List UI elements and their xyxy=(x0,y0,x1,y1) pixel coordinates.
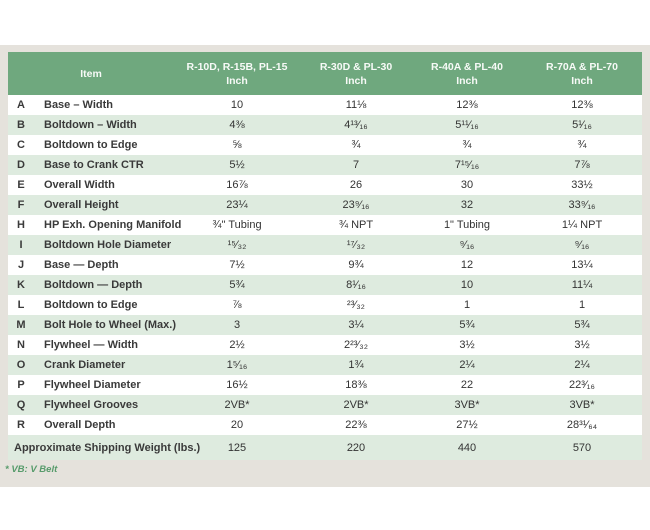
row-value: 11¼ xyxy=(571,279,593,291)
row-value: ¾" Tubing xyxy=(212,219,262,231)
row-value: 13¼ xyxy=(571,259,593,271)
table-row xyxy=(8,175,642,195)
row-value: 2VB* xyxy=(343,399,369,411)
row-item-label: Overall Depth xyxy=(44,419,116,431)
table-row xyxy=(8,395,642,415)
spec-table xyxy=(8,52,642,460)
row-value: 2²³⁄₃₂ xyxy=(343,339,369,351)
shipping-weight-value: 440 xyxy=(457,441,477,454)
header-col-r30d xyxy=(300,52,412,95)
row-letter: L xyxy=(17,299,25,311)
row-value: 7½ xyxy=(229,259,245,271)
row-value: 23¼ xyxy=(226,199,248,211)
header-item-label: Item xyxy=(8,52,174,95)
spec-panel xyxy=(0,45,650,487)
row-value: 12⅜ xyxy=(571,99,593,111)
table-row xyxy=(8,295,642,315)
row-value: ¾ xyxy=(462,139,472,151)
row-letter: H xyxy=(17,219,25,231)
header-col-models: R-10D, R-15B, PL-15 xyxy=(186,60,288,73)
row-value: 1¾ xyxy=(348,359,364,371)
header-col-unit: Inch xyxy=(571,74,593,87)
row-value: 4¹³⁄₁₆ xyxy=(344,119,368,131)
row-item-label: Overall Height xyxy=(44,199,119,211)
row-value: 12 xyxy=(460,259,474,271)
row-value: 5¾ xyxy=(574,319,590,331)
row-value: 22⅜ xyxy=(345,419,367,431)
row-letter: J xyxy=(17,259,25,271)
row-letter: E xyxy=(17,179,25,191)
row-value: 23⁹⁄₁₆ xyxy=(342,199,370,211)
row-letter: N xyxy=(17,339,25,351)
table-row xyxy=(8,335,642,355)
row-letter: Q xyxy=(16,399,26,411)
table-row xyxy=(8,155,642,175)
row-value: 22 xyxy=(460,379,474,391)
vb-footnote: * VB: V Belt xyxy=(5,464,58,475)
row-value: ¾ xyxy=(351,139,361,151)
row-item-label: Bolt Hole to Wheel (Max.) xyxy=(44,319,176,331)
row-value: 2¼ xyxy=(574,359,590,371)
row-value: ²³⁄₃₂ xyxy=(347,299,365,311)
row-letter: D xyxy=(17,159,25,171)
row-letter: F xyxy=(17,199,25,211)
row-value: 3½ xyxy=(459,339,475,351)
row-value: ¹⁷⁄₃₂ xyxy=(346,239,366,251)
table-row xyxy=(8,275,642,295)
row-letter: C xyxy=(17,139,25,151)
row-value: 11⅛ xyxy=(345,99,367,111)
row-value: 33½ xyxy=(571,179,593,191)
row-value: 5½ xyxy=(229,159,245,171)
row-letter: P xyxy=(17,379,25,391)
row-item-label: Base — Depth xyxy=(44,259,119,271)
row-value: 10 xyxy=(460,279,474,291)
row-letter: I xyxy=(19,239,23,251)
table-row xyxy=(8,235,642,255)
row-value: 26 xyxy=(349,179,363,191)
row-value: 27½ xyxy=(456,419,478,431)
row-letter: R xyxy=(17,419,25,431)
row-value: 28³¹⁄₆₄ xyxy=(566,419,598,431)
row-value: 16½ xyxy=(226,379,248,391)
shipping-weight-value: 125 xyxy=(227,441,247,454)
row-value: 7⅞ xyxy=(574,159,590,171)
row-value: 1" Tubing xyxy=(443,219,491,231)
header-col-unit: Inch xyxy=(226,74,248,87)
row-value: ⁹⁄₁₆ xyxy=(459,239,475,251)
row-value: 33⁹⁄₁₆ xyxy=(568,199,596,211)
table-header xyxy=(8,52,642,95)
row-item-label: Flywheel Grooves xyxy=(44,399,139,411)
row-item-label: Boltdown Hole Diameter xyxy=(44,239,172,251)
row-value: 3VB* xyxy=(569,399,595,411)
shipping-weight-row xyxy=(8,435,642,460)
row-value: 2¼ xyxy=(459,359,475,371)
row-item-label: Flywheel — Width xyxy=(44,339,139,351)
row-value: 3 xyxy=(233,319,241,331)
row-value: 22³⁄₁₆ xyxy=(569,379,595,391)
row-value: ¹⁵⁄₃₂ xyxy=(227,239,247,251)
table-row xyxy=(8,255,642,275)
row-value: 1⁵⁄₁₆ xyxy=(226,359,248,371)
row-letter: O xyxy=(16,359,26,371)
row-value: 1 xyxy=(463,299,471,311)
row-value: ¾ xyxy=(577,139,587,151)
header-col-r10d xyxy=(174,52,300,95)
row-item-label: Base to Crank CTR xyxy=(44,159,144,171)
row-letter: B xyxy=(17,119,25,131)
row-value: 32 xyxy=(460,199,474,211)
table-row xyxy=(8,215,642,235)
row-item-label: HP Exh. Opening Manifold xyxy=(44,219,182,231)
row-value: 3¼ xyxy=(348,319,364,331)
row-value: ¾ NPT xyxy=(338,219,374,231)
row-value: 12⅜ xyxy=(456,99,478,111)
row-value: 1¼ NPT xyxy=(561,219,603,231)
row-value: 5¹⁄₁₆ xyxy=(572,119,592,131)
row-value: 2½ xyxy=(229,339,245,351)
row-value: 5¾ xyxy=(229,279,245,291)
table-row xyxy=(8,135,642,155)
header-row xyxy=(8,52,642,95)
row-letter: K xyxy=(17,279,25,291)
row-value: 5¾ xyxy=(459,319,475,331)
row-value: 20 xyxy=(230,419,244,431)
row-value: 3VB* xyxy=(454,399,480,411)
row-value: 2VB* xyxy=(224,399,250,411)
table-body xyxy=(8,95,642,460)
row-value: 5¹¹⁄₁₆ xyxy=(455,119,479,131)
row-value: 9¾ xyxy=(348,259,364,271)
row-value: 30 xyxy=(460,179,474,191)
table-row xyxy=(8,195,642,215)
shipping-weight-value: 220 xyxy=(346,441,366,454)
table-row xyxy=(8,95,642,115)
row-value: 3½ xyxy=(574,339,590,351)
row-letter: A xyxy=(17,99,25,111)
table-row xyxy=(8,115,642,135)
row-item-label: Flywheel Diameter xyxy=(44,379,141,391)
header-col-models: R-40A & PL-40 xyxy=(431,60,503,73)
row-item-label: Boltdown – Width xyxy=(44,119,137,131)
header-col-models: R-70A & PL-70 xyxy=(546,60,618,73)
row-item-label: Boltdown to Edge xyxy=(44,299,138,311)
row-value: 8¹⁄₁₆ xyxy=(346,279,366,291)
row-value: ⅞ xyxy=(232,299,242,311)
row-item-label: Crank Diameter xyxy=(44,359,126,371)
row-item-label: Boltdown — Depth xyxy=(44,279,143,291)
row-item-label: Boltdown to Edge xyxy=(44,139,138,151)
header-col-r40a xyxy=(412,52,522,95)
shipping-weight-label: Approximate Shipping Weight (lbs.) xyxy=(14,441,201,454)
row-value: ⅝ xyxy=(232,139,242,151)
row-item-label: Overall Width xyxy=(44,179,115,191)
row-value: 7¹⁵⁄₁₆ xyxy=(454,159,480,171)
table-row xyxy=(8,355,642,375)
header-col-r70a xyxy=(522,52,642,95)
row-item-label: Base – Width xyxy=(44,99,113,111)
table-row xyxy=(8,315,642,335)
header-col-models: R-30D & PL-30 xyxy=(319,60,393,73)
table-row xyxy=(8,415,642,435)
row-letter: M xyxy=(16,319,26,331)
row-value: 16⅞ xyxy=(226,179,248,191)
shipping-weight-value: 570 xyxy=(572,441,592,454)
row-value: 1 xyxy=(578,299,586,311)
header-col-unit: Inch xyxy=(456,74,478,87)
row-value: 4⅜ xyxy=(229,119,245,131)
row-value: 10 xyxy=(230,99,244,111)
row-value: ⁹⁄₁₆ xyxy=(574,239,590,251)
header-col-unit: Inch xyxy=(345,74,367,87)
row-value: 7 xyxy=(352,159,360,171)
table-row xyxy=(8,375,642,395)
row-value: 18⅜ xyxy=(345,379,367,391)
